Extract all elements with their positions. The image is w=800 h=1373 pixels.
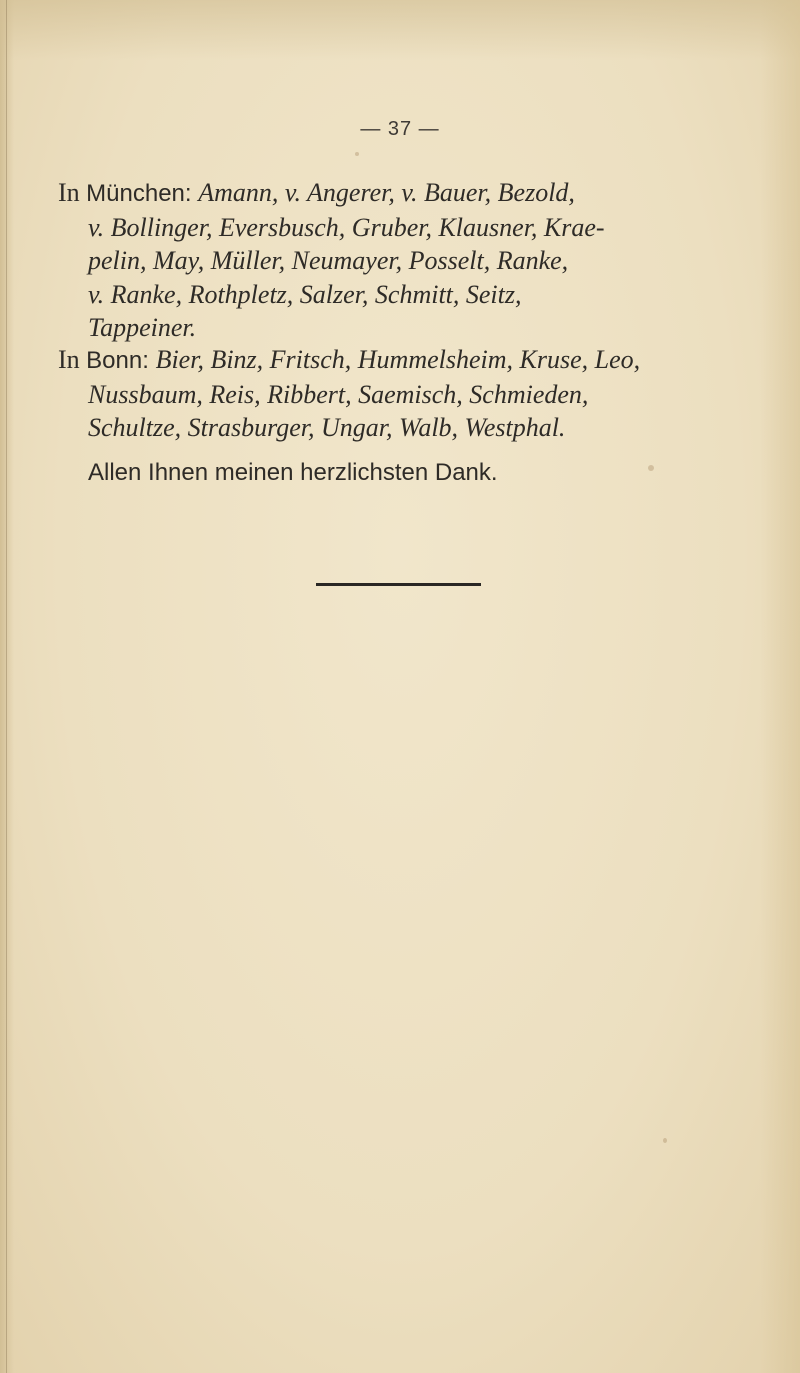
bonn-line-2: Nussbaum, Reis, Ribbert, Saemisch, Schmieden, (88, 379, 589, 409)
paper-speck (355, 152, 359, 156)
bonn-lead: In (58, 345, 87, 374)
munich-line-1: Amann, v. Angerer, v. Bauer, Bezold, (198, 178, 575, 207)
page-number: — 37 — (360, 118, 440, 140)
bonn-paragraph (58, 343, 748, 445)
munich-line-4: v. Ranke, Rothpletz, Salzer, Schmitt, Seitz, (88, 279, 522, 309)
paper-speck (648, 465, 654, 471)
section-divider (316, 583, 481, 586)
munich-line-2: v. Bollinger, Eversbusch, Gruber, Klausner, Krae- (88, 212, 605, 242)
munich-line-3: pelin, May, Müller, Neumayer, Posselt, Ranke, (88, 246, 569, 275)
paper-speck (663, 1138, 667, 1143)
page-shadow-right (760, 0, 800, 1373)
page-shadow-top (0, 0, 800, 60)
bonn-line-1: Bier, Binz, Fritsch, Hummelsheim, Kruse, Leo, (155, 345, 641, 374)
bonn-place: Bonn: (86, 347, 156, 374)
page-edge-line (6, 0, 7, 1373)
munich-place: München: (86, 180, 199, 207)
page-gutter-shadow (0, 0, 14, 1373)
munich-line-5: Tappeiner. (88, 313, 197, 342)
munich-lead: In (58, 178, 87, 207)
munich-paragraph (58, 176, 748, 345)
bonn-line-3: Schultze, Strasburger, Ungar, Walb, Westphal. (88, 413, 566, 442)
closing-thanks: Allen Ihnen meinen herzlichsten Dank. (88, 459, 498, 486)
